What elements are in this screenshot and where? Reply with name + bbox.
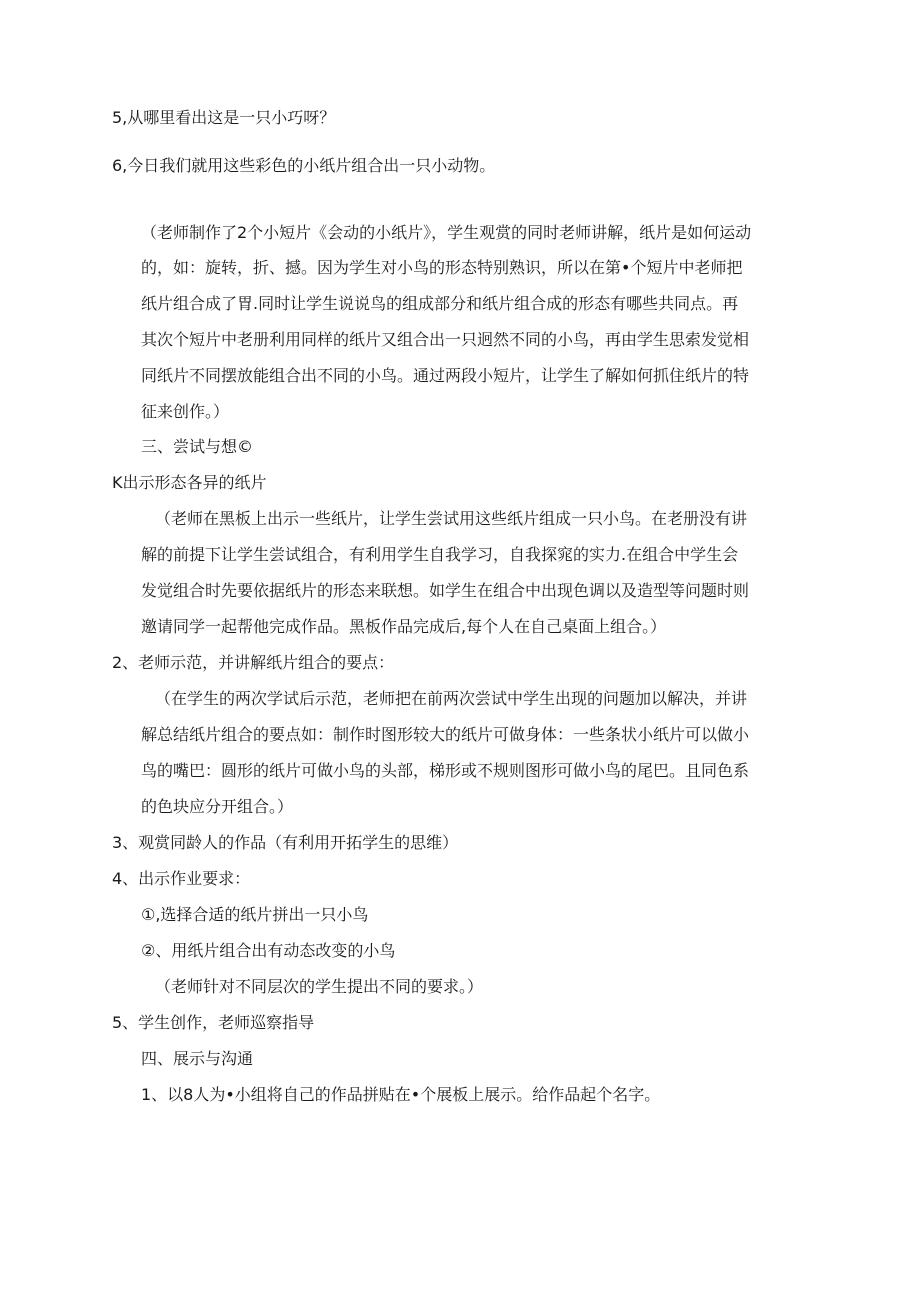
list-item-2: 2、老师示范，并讲解纸片组合的要点：: [112, 653, 395, 672]
list-item-4: 4、出示作业要求：: [112, 869, 251, 888]
paragraph-line: 解总结纸片组合的要点如：制作时图形较大的纸片可做身体：一些条状小纸片可以做小: [141, 725, 750, 744]
paragraph-line: 的色块应分开组合。）: [141, 797, 294, 816]
paragraph-line: （老师制作了2个小短片《会动的小纸片》，学生观赏的同时老师讲解，纸片是如何运动: [141, 223, 752, 242]
question-6: 6,今日我们就用这些彩色的小纸片组合出一只小动物。: [112, 156, 496, 175]
paragraph-line: 发觉组合时先要依据纸片的形态来联想。如学生在组合中出现色调以及造型等问题时则: [141, 581, 750, 600]
note-line: （老师针对不同层次的学生提出不同的要求。）: [155, 977, 484, 996]
paragraph-line: （在学生的两次学试后示范，老师把在前两次尝试中学生出现的问题加以解决，并讲: [155, 689, 748, 708]
paragraph-line: 邀请同学一起帮他完成作品。黑板作品完成后,每个人在自己桌面上组合。）: [141, 617, 667, 636]
section-heading-4: 四、展示与沟通: [141, 1049, 254, 1068]
sub-item-2: ②、用纸片组合出有动态改变的小鸟: [141, 941, 396, 960]
question-5: 5,从哪里看出这是一只小巧呀？: [112, 108, 336, 127]
list-item-3: 3、观赏同龄人的作品（有利用开拓学生的思维）: [112, 833, 459, 852]
paragraph-line: 的，如：旋转，折、撼。因为学生对小鸟的形态特别熟识，所以在第•个短片中老师把: [141, 258, 743, 277]
paragraph-line: 纸片组合成了胃.同时让学生说说鸟的组成部分和纸片组合成的形态有哪些共同点。再: [141, 294, 739, 313]
sub-item-1: ①,选择合适的纸片拼出一只小鸟: [141, 905, 369, 924]
list-item-5: 5、学生创作，老师巡察指导: [112, 1013, 315, 1032]
sub-item-display: 1、以8人为•小组将自己的作品拼贴在•个展板上展示。给作品起个名字。: [141, 1085, 661, 1104]
paragraph-line: 同纸片不同摆放能组合出不同的小鸟。通过两段小短片，让学生了解如何抓住纸片的特: [141, 366, 750, 385]
paragraph-line: 征来创作。）: [141, 402, 230, 421]
list-item-1: K出示形态各异的纸片: [112, 473, 267, 492]
paragraph-line: 解的前提下让学生尝试组合，有利用学生自我学习，自我探窕的实力.在组合中学生会: [141, 545, 739, 564]
paragraph-line: 其次个短片中老册利用同样的纸片又组合出一只迥然不同的小鸟，再由学生思索发觉相: [141, 330, 750, 349]
paragraph-line: （老师在黑板上出示一些纸片，让学生尝试用这些纸片组成一只小鸟。在老册没有讲: [155, 509, 748, 528]
section-heading-3: 三、尝试与想©: [141, 437, 254, 456]
paragraph-line: 鸟的嘴巴：圆形的纸片可做小鸟的头部，梯形或不规则图形可做小鸟的尾巴。且同色系: [141, 761, 750, 780]
